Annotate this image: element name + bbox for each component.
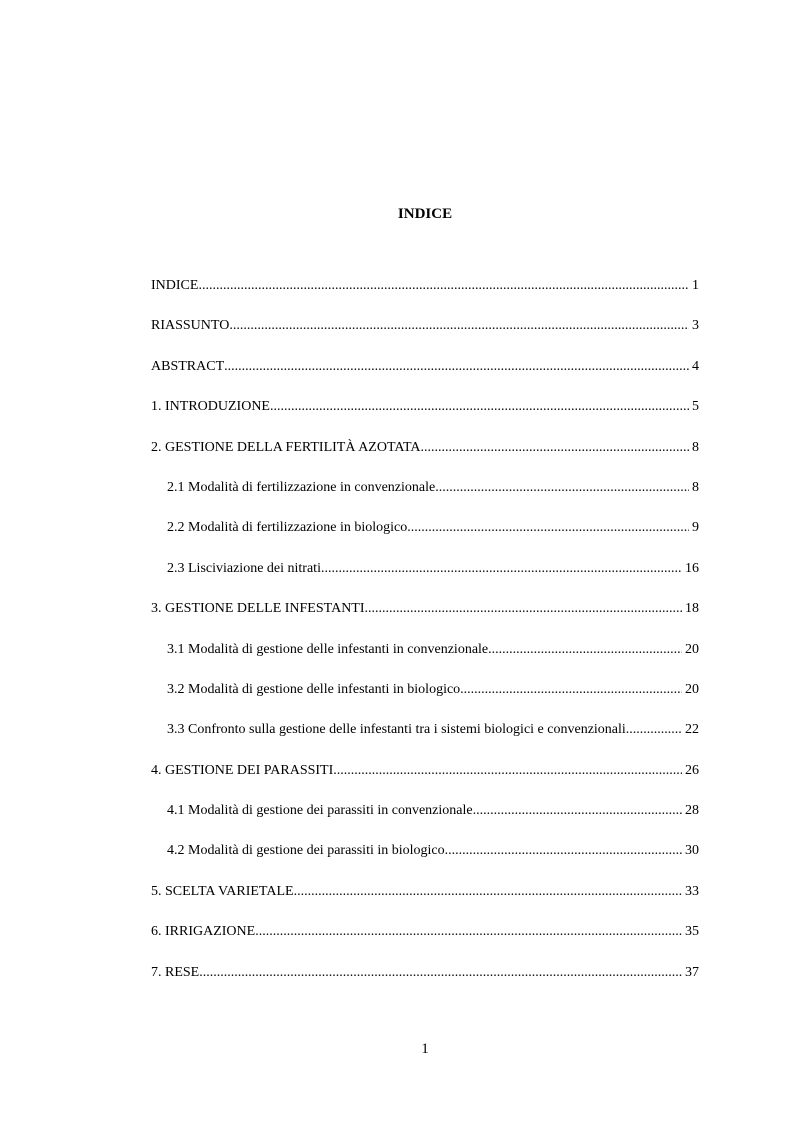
toc-entry-3-1[interactable] bbox=[151, 640, 699, 680]
toc-dot-leader bbox=[229, 316, 689, 336]
toc-entry-irrigazione[interactable] bbox=[151, 922, 699, 962]
toc-dot-leader bbox=[199, 963, 682, 983]
toc-dot-leader bbox=[460, 680, 682, 700]
toc-dot-leader bbox=[333, 761, 682, 781]
toc-entry-label: 3.1 Modalità di gestione delle infestanti in convenzionale bbox=[167, 641, 489, 657]
toc-entry-label: ABSTRACT bbox=[151, 358, 225, 374]
toc-entry-scelta-varietale[interactable] bbox=[151, 882, 699, 922]
toc-entry-page: 18 bbox=[685, 601, 699, 617]
toc-dot-leader bbox=[473, 801, 682, 821]
toc-dot-leader bbox=[626, 720, 682, 740]
toc-dot-leader bbox=[198, 276, 689, 296]
toc-dot-leader bbox=[435, 478, 689, 498]
toc-entry-page: 33 bbox=[685, 883, 699, 899]
toc-entry-abstract[interactable] bbox=[151, 357, 699, 397]
toc-entry-page: 1 bbox=[692, 278, 699, 293]
toc-entry-page: 26 bbox=[685, 762, 699, 778]
toc-entry-2-1[interactable] bbox=[151, 478, 699, 518]
toc-entry-4-1[interactable] bbox=[151, 801, 699, 841]
page-number: 1 bbox=[421, 1041, 429, 1057]
toc-dot-leader bbox=[294, 882, 682, 902]
toc-entry-2-2[interactable] bbox=[151, 518, 699, 558]
toc-entry-4-2[interactable] bbox=[151, 841, 699, 881]
toc-entry-parassiti[interactable] bbox=[151, 761, 699, 801]
toc-entry-page: 28 bbox=[685, 803, 699, 819]
toc-dot-leader bbox=[270, 397, 689, 417]
toc-entry-label: 3. GESTIONE DELLE INFESTANTI bbox=[151, 601, 365, 617]
toc-entry-page: 22 bbox=[685, 722, 699, 738]
toc-dot-leader bbox=[224, 357, 689, 377]
toc-entry-page: 8 bbox=[692, 479, 699, 495]
toc-entry-label: 4.2 Modalità di gestione dei parassiti in biologico bbox=[167, 843, 445, 859]
toc-entry-label: 6. IRRIGAZIONE bbox=[151, 924, 256, 940]
toc-entry-page: 9 bbox=[692, 520, 699, 536]
toc-dot-leader bbox=[488, 640, 682, 660]
toc-entry-page: 16 bbox=[685, 560, 699, 576]
toc-entry-3-3[interactable] bbox=[151, 720, 699, 760]
toc-entry-label: 2.2 Modalità di fertilizzazione in biologico bbox=[167, 520, 408, 536]
toc-entry-rese[interactable] bbox=[151, 963, 699, 1003]
toc-entry-infestanti[interactable] bbox=[151, 599, 699, 639]
toc-dot-leader bbox=[255, 922, 682, 942]
toc-entry-page: 4 bbox=[692, 358, 699, 374]
toc-entry-page: 5 bbox=[692, 399, 699, 415]
toc-dot-leader bbox=[365, 599, 682, 619]
toc-entry-label: 2. GESTIONE DELLA FERTILITÀ AZOTATA bbox=[151, 439, 421, 455]
toc-entry-label: 7. RESE bbox=[151, 964, 200, 980]
toc-entry-page: 8 bbox=[692, 439, 699, 455]
toc-dot-leader bbox=[321, 559, 682, 579]
toc-entry-introduzione[interactable] bbox=[151, 397, 699, 437]
table-of-contents bbox=[151, 276, 699, 1003]
toc-dot-leader bbox=[445, 841, 682, 861]
toc-entry-label: 4. GESTIONE DEI PARASSITI bbox=[151, 762, 334, 778]
toc-entry-page: 20 bbox=[685, 681, 699, 697]
toc-entry-fertilita-azotata[interactable] bbox=[151, 438, 699, 478]
toc-dot-leader bbox=[407, 518, 689, 538]
toc-entry-label: 3.3 Confronto sulla gestione delle infestanti tra i sistemi biologici e convenzionali bbox=[167, 722, 626, 738]
toc-entry-label: 2.1 Modalità di fertilizzazione in convenzionale bbox=[167, 479, 436, 495]
toc-entry-label: RIASSUNTO bbox=[151, 318, 230, 334]
toc-entry-label: 3.2 Modalità di gestione delle infestanti in biologico bbox=[167, 681, 461, 697]
toc-entry-page: 35 bbox=[685, 924, 699, 940]
toc-entry-page: 37 bbox=[685, 964, 699, 980]
toc-entry-page: 3 bbox=[692, 318, 699, 334]
toc-entry-2-3[interactable] bbox=[151, 559, 699, 599]
page-title: INDICE bbox=[397, 206, 453, 222]
toc-entry-page: 20 bbox=[685, 641, 699, 657]
toc-entry-label: INDICE bbox=[151, 278, 199, 293]
toc-dot-leader bbox=[421, 438, 690, 458]
toc-entry-label: 1. INTRODUZIONE bbox=[151, 399, 270, 415]
toc-entry-3-2[interactable] bbox=[151, 680, 699, 720]
toc-entry-page: 30 bbox=[685, 843, 699, 859]
toc-entry-label: 5. SCELTA VARIETALE bbox=[151, 883, 294, 899]
toc-entry-indice[interactable] bbox=[151, 276, 699, 316]
toc-entry-label: 2.3 Lisciviazione dei nitrati bbox=[167, 560, 321, 576]
toc-entry-riassunto[interactable] bbox=[151, 316, 699, 356]
toc-entry-label: 4.1 Modalità di gestione dei parassiti in convenzionale bbox=[167, 803, 473, 819]
